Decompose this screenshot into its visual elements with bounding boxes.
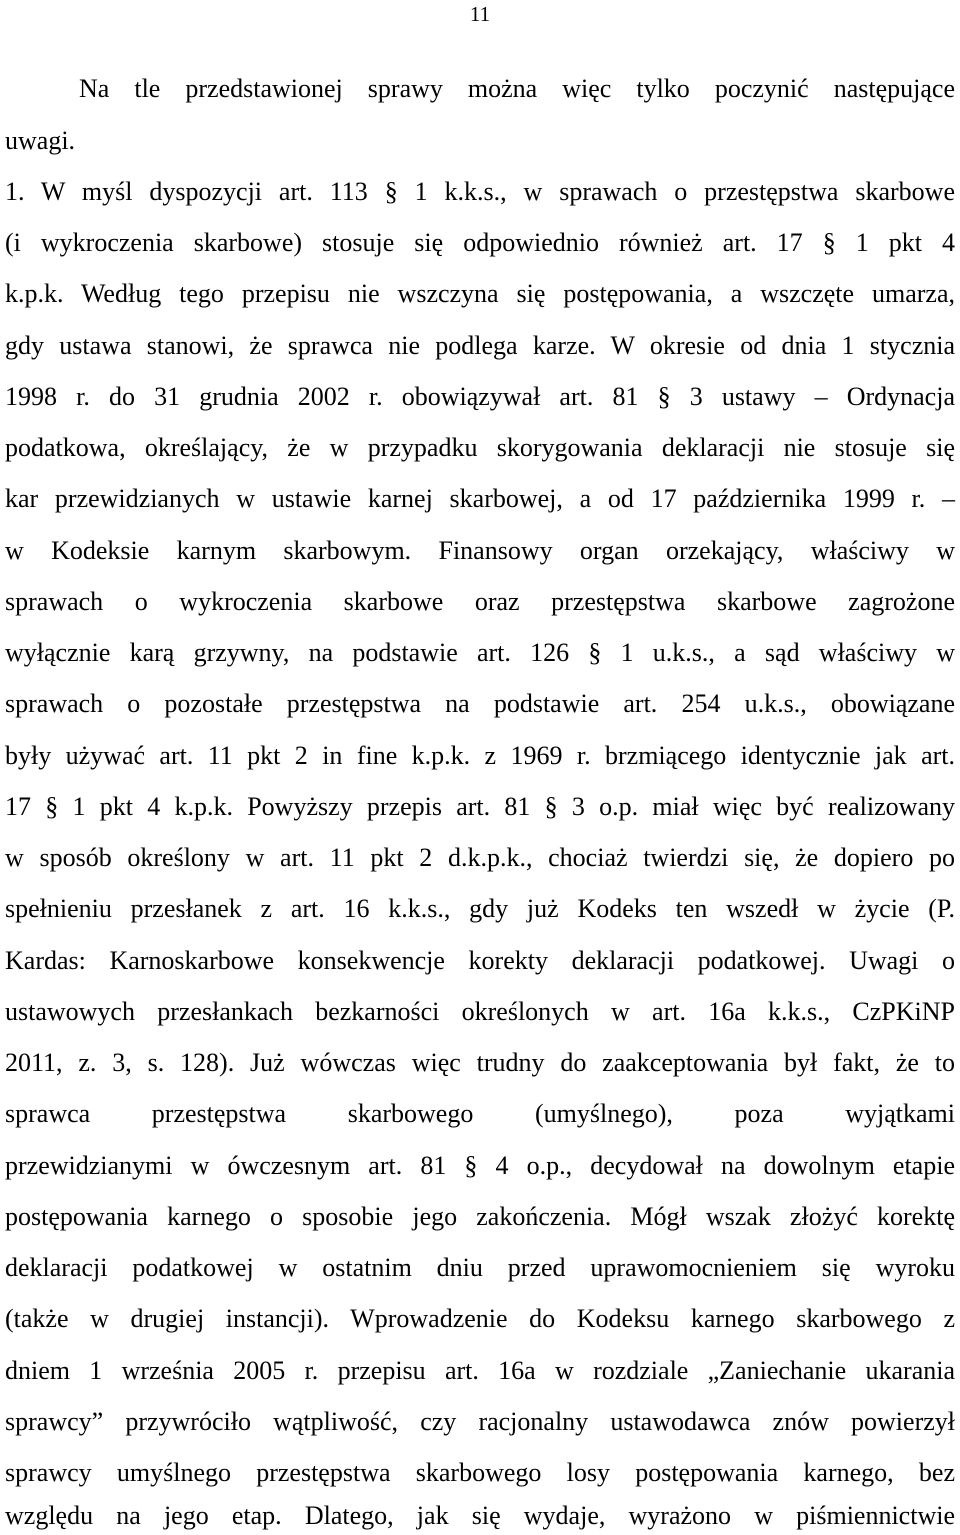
text-line-15: 17 § 1 pkt 4 k.p.k. Powyższy przepis art. 81 § 3 o.p. miał więc być realizowany <box>5 792 955 821</box>
text-line-2: uwagi. <box>5 126 76 155</box>
text-line-11: sprawach o wykroczenia skarbowe oraz przestępstwa skarbowe zagrożone <box>5 587 955 616</box>
text-line-6: gdy ustawa stanowi, że sprawca nie podlega karze. W okresie od dnia 1 stycznia <box>5 331 955 360</box>
text-line-10: w Kodeksie karnym skarbowym. Finansowy organ orzekający, właściwy w <box>5 536 955 565</box>
text-line-24: deklaracji podatkowej w ostatnim dniu przed uprawomocnieniem się wyroku <box>5 1253 955 1282</box>
text-line-12: wyłącznie karą grzywny, na podstawie art. 126 § 1 u.k.s., a sąd właściwy w <box>5 638 955 667</box>
text-line-13: sprawach o pozostałe przestępstwa na podstawie art. 254 u.k.s., obowiązane <box>5 689 955 718</box>
text-line-28: sprawcy umyślnego przestępstwa skarbowego losy postępowania karnego, bez <box>5 1458 955 1487</box>
text-line-16: w sposób określony w art. 11 pkt 2 d.k.p.k., chociaż twierdzi się, że dopiero po <box>5 843 955 872</box>
page-number: 11 <box>469 2 491 26</box>
text-line-20: 2011, z. 3, s. 128). Już wówczas więc trudny do zaakceptowania był fakt, że to <box>5 1048 955 1077</box>
text-line-25: (także w drugiej instancji). Wprowadzenie do Kodeksu karnego skarbowego z <box>5 1304 955 1333</box>
text-line-22: przewidzianymi w ówczesnym art. 81 § 4 o.p., decydował na dowolnym etapie <box>5 1151 955 1180</box>
text-line-8: podatkowa, określający, że w przypadku skorygowania deklaracji nie stosuje się <box>5 433 955 462</box>
text-line-19: ustawowych przesłankach bezkarności określonych w art. 16a k.k.s., CzPKiNP <box>5 997 955 1026</box>
text-line-7: 1998 r. do 31 grudnia 2002 r. obowiązywał art. 81 § 3 ustawy – Ordynacja <box>5 382 955 411</box>
text-line-18: Kardas: Karnoskarbowe konsekwencje korekty deklaracji podatkowej. Uwagi o <box>5 946 955 975</box>
text-line-9: kar przewidzianych w ustawie karnej skarbowej, a od 17 października 1999 r. – <box>5 484 955 513</box>
text-line-26: dniem 1 września 2005 r. przepisu art. 16a w rozdziale „Zaniechanie ukarania <box>5 1356 955 1385</box>
text-line-27: sprawcy” przywróciło wątpliwość, czy racjonalny ustawodawca znów powierzył <box>5 1407 955 1436</box>
text-line-14: były używać art. 11 pkt 2 in fine k.p.k. z 1969 r. brzmiącego identycznie jak art. <box>5 741 955 770</box>
text-line-21: sprawca przestępstwa skarbowego (umyślnego), poza wyjątkami <box>5 1099 955 1128</box>
text-line-29: względu na jego etap. Dlatego, jak się wydaje, wyrażono w piśmiennictwie <box>5 1501 955 1530</box>
text-line-3: 1. W myśl dyspozycji art. 113 § 1 k.k.s., w sprawach o przestępstwa skarbowe <box>5 177 955 206</box>
text-line-5: k.p.k. Według tego przepisu nie wszczyna się postępowania, a wszczęte umarza, <box>5 279 955 308</box>
text-line-23: postępowania karnego o sposobie jego zakończenia. Mógł wszak złożyć korektę <box>5 1202 955 1231</box>
text-line-1: Na tle przedstawionej sprawy można więc tylko poczynić następujące <box>79 74 955 103</box>
text-line-17: spełnieniu przesłanek z art. 16 k.k.s., gdy już Kodeks ten wszedł w życie (P. <box>5 894 955 923</box>
text-line-4: (i wykroczenia skarbowe) stosuje się odpowiednio również art. 17 § 1 pkt 4 <box>5 228 955 257</box>
